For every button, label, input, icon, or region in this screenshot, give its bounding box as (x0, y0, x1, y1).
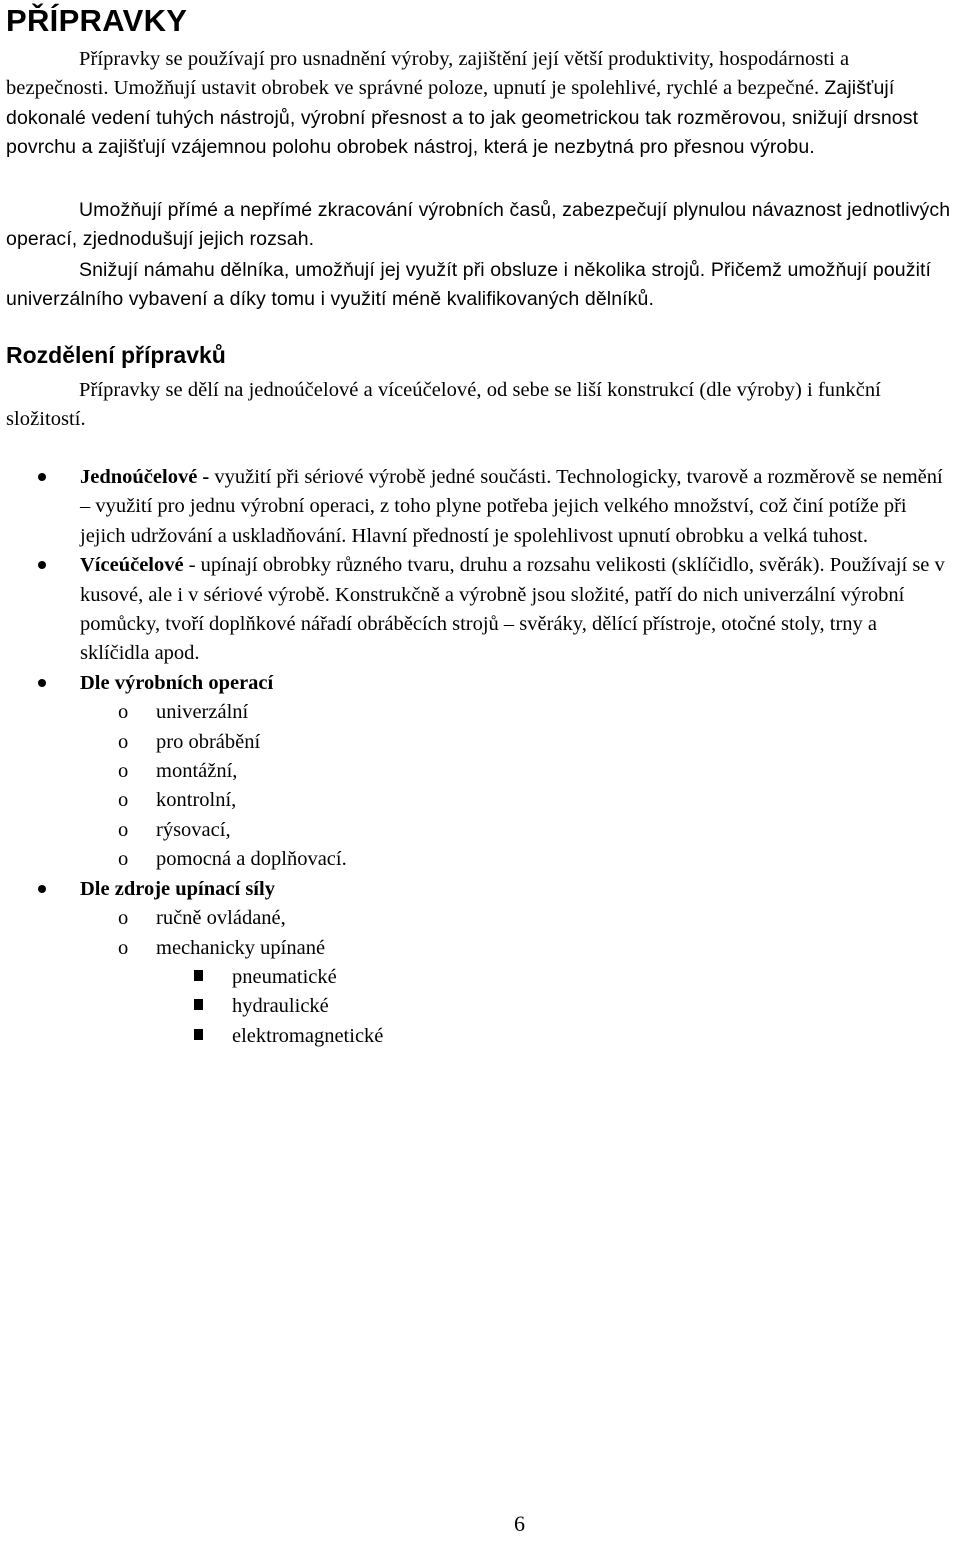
bullet-list (0, 463, 960, 1051)
bullet-icon (38, 885, 46, 893)
section-intro: Přípravky se dělí na jednoúčelové a víceúčelové, od sebe se liší konstrukcí (dle výroby) i funkční složitostí. (6, 379, 881, 431)
sublist-force-source (80, 904, 950, 963)
intro-text-serif: Přípravky se používají pro usnadnění výroby, zajištění její větší produktivity, hospodárnosti a bezpečnosti. Umožňují ustavit obrobek ve správné poloze, upnutí je spolehlivé, rychlé a bezpečné. (6, 48, 850, 100)
bullet-icon (38, 679, 46, 687)
page-title: PŘÍPRAVKY (6, 3, 188, 38)
item-title: Jednoúčelové - (80, 466, 210, 488)
sublist-item (0, 757, 950, 786)
sublist-operations (80, 698, 950, 874)
circle-bullet-icon: o (118, 848, 129, 871)
subsublist-item (0, 1022, 950, 1051)
subsublist-item (0, 992, 950, 1021)
list-item-viceucelove (0, 551, 950, 669)
item-title: Dle zdroje upínací síly (80, 877, 275, 900)
subsublist-item (0, 963, 950, 992)
intro-paragraph-1 (6, 45, 956, 163)
sublist-item (0, 698, 950, 727)
circle-bullet-icon: o (118, 730, 129, 753)
circle-bullet-icon: o (118, 907, 129, 930)
intro-text-sans: Zajišťují dokonalé vedení tuhých nástrojů, výrobní přesnost a to jak geometrickou tak rozměrovou, snižují drsnost povrchu a zajišťují vzájemnou polohu obrobek nástroj, která je nezbytná pro přesnou výrobu. (6, 77, 919, 159)
section-heading: Rozdělení přípravků (6, 342, 226, 368)
bullet-icon (38, 473, 46, 481)
sublist-item-text: pro obrábění (156, 730, 261, 753)
square-bullet-icon (194, 999, 203, 1010)
sublist-item-text: rýsovací, (156, 818, 231, 841)
list-item-jednoucelove (0, 463, 950, 551)
intro-paragraph-2: Umožňují přímé a nepřímé zkracování výrobních časů, zabezpečují plynulou návaznost jednotlivých operací, zjednodušují jejich rozsah. (6, 199, 951, 251)
square-bullet-icon (194, 970, 203, 981)
subsublist-item-text: pneumatické (232, 965, 337, 988)
circle-bullet-icon: o (118, 789, 129, 812)
sublist-item-text: pomocná a doplňovací. (156, 848, 347, 871)
item-text: - upínají obrobky různého tvaru, druhu a rozsahu velikosti (sklíčidlo, svěrák). Používají se v kusové, ale i v sériové výrobě. Konstrukčně a výrobně jsou složité, patří do nich univerzální výrobní pomůcky, tvoří doplňkové nářadí obráběcích strojů – svěráky, dělící přístroje, otočné stoly, trny a sklíčidla apod. (80, 554, 945, 665)
subsublist-mechanical (80, 963, 950, 1051)
sublist-item (0, 845, 950, 874)
sublist-item-text: univerzální (156, 701, 249, 724)
subsublist-item-text: elektromagnetické (232, 1024, 384, 1047)
sublist-item-text: montážní, (156, 760, 238, 783)
item-title: Dle výrobních operací (80, 671, 274, 694)
sublist-item (0, 786, 950, 815)
square-bullet-icon (194, 1029, 203, 1040)
sublist-item-text: kontrolní, (156, 789, 237, 812)
subsublist-item-text: hydraulické (232, 995, 329, 1018)
circle-bullet-icon: o (118, 936, 129, 959)
sublist-item (0, 728, 950, 757)
page-number: 6 (514, 1511, 525, 1536)
item-text: využití při sériové výrobě jedné součásti. Technologicky, tvarově a rozměrově se nemění – využití pro jednu výrobní operaci, z toho plyne potřeba jejich velkého množství, což činí potíže při jejich udržování a uskladňování. Hlavní předností je spolehlivost upnutí obrobku a velká tuhost. (80, 466, 943, 547)
intro-paragraph-3: Snižují námahu dělníka, umožňují jej využít při obsluze i několika strojů. Přičemž umožňují použití univerzálního vybavení a díky tomu i využití méně kvalifikovaných dělníků. (6, 259, 932, 311)
sublist-item (0, 934, 950, 963)
sublist-item (0, 816, 950, 845)
circle-bullet-icon: o (118, 818, 129, 841)
bullet-icon (38, 561, 46, 569)
circle-bullet-icon: o (118, 760, 129, 783)
item-title: Víceúčelové (80, 554, 184, 577)
sublist-item-text: ručně ovládané, (156, 907, 286, 930)
sublist-item-text: mechanicky upínané (156, 936, 326, 959)
circle-bullet-icon: o (118, 701, 129, 724)
list-item-dle-zdroje-upinaci-sily (0, 875, 950, 1051)
sublist-item (0, 904, 950, 933)
list-item-dle-vyrobnich-operaci (0, 669, 950, 875)
